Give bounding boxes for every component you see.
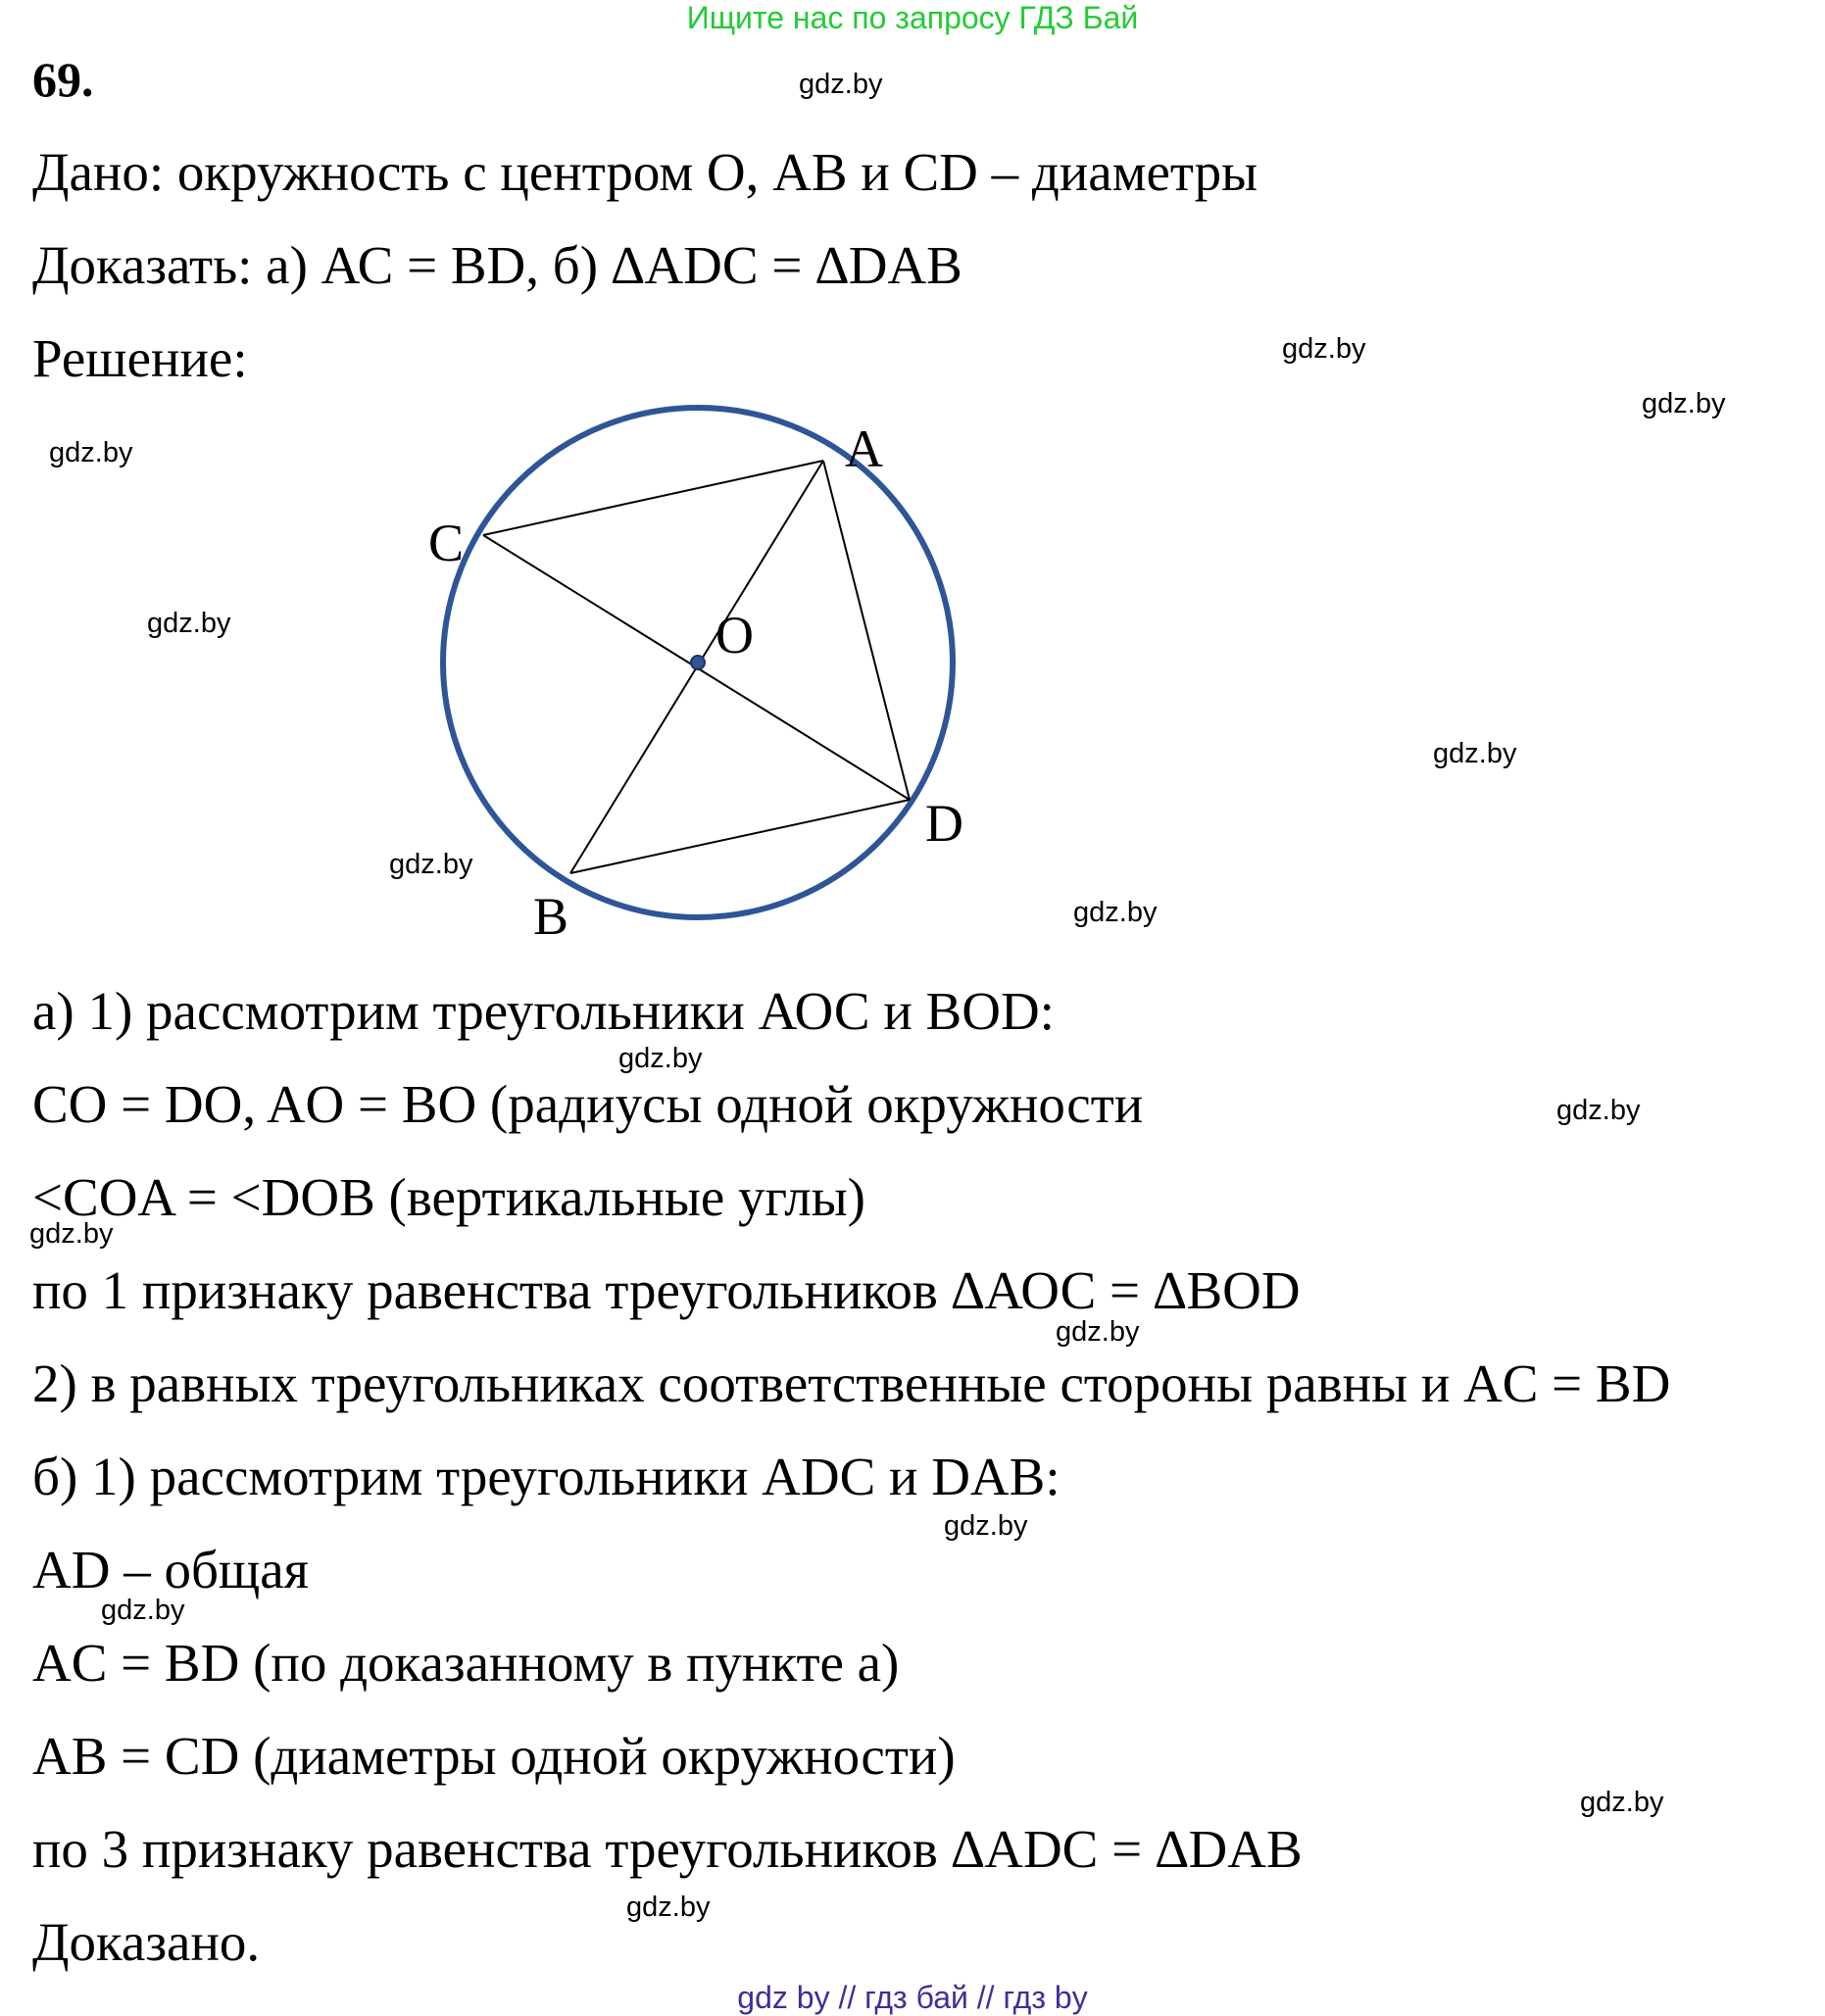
watermark: gdz.by xyxy=(1073,897,1158,928)
step-b1: б) 1) рассмотрим треугольники ADC и DAB: xyxy=(32,1447,1060,1506)
watermark: gdz.by xyxy=(1580,1787,1664,1818)
watermark: gdz.by xyxy=(49,437,133,468)
watermark: gdz.by xyxy=(1282,333,1366,365)
step-a2: 2) в равных треугольниках соответственные стороны равны и AC = BD xyxy=(32,1353,1671,1413)
angles-statement: <COA = <DOB (вертикальные углы) xyxy=(32,1167,865,1227)
watermark: gdz.by xyxy=(389,849,473,880)
circle-diagram xyxy=(392,392,1098,941)
criterion-1-statement: по 1 признаку равенства треугольников ∆АОС = ∆BOD xyxy=(32,1260,1301,1320)
label-a: A xyxy=(845,419,883,478)
watermark: gdz.by xyxy=(1556,1095,1641,1126)
watermark: gdz.by xyxy=(1642,388,1726,419)
center-point xyxy=(691,656,705,669)
watermark: gdz.by xyxy=(1433,738,1517,769)
chord-ad xyxy=(823,461,910,800)
step-a1: а) 1) рассмотрим треугольники АОС и BOD: xyxy=(32,981,1055,1041)
label-b: B xyxy=(533,887,569,941)
radii-statement: CO = DO, AO = BO (радиусы одной окружности xyxy=(32,1074,1144,1134)
watermark: gdz.by xyxy=(944,1510,1028,1542)
chord-ca xyxy=(483,461,823,535)
solution-label: Решение: xyxy=(32,328,248,388)
proved-text: Доказано. xyxy=(32,1912,261,1972)
prove-text: Доказать: а) АС = BD, б) ∆ADC = ∆DAB xyxy=(32,235,962,295)
criterion-3-statement: по 3 признаку равенства треугольников ∆ADC = ∆DAB xyxy=(32,1819,1303,1879)
label-o: O xyxy=(715,606,754,664)
watermark: gdz.by xyxy=(147,608,231,639)
ac-bd-statement: AC = BD (по доказанному в пункте а) xyxy=(32,1633,900,1693)
watermark: gdz.by xyxy=(618,1043,703,1074)
watermark: gdz.by xyxy=(101,1595,185,1626)
footer-links: gdz by // гдз бай // гдз by xyxy=(737,1980,1088,2015)
watermark: gdz.by xyxy=(626,1892,711,1923)
ab-cd-statement: AB = CD (диаметры одной окружности) xyxy=(32,1726,956,1786)
search-banner: Ищите нас по запросу ГДЗ Бай xyxy=(686,0,1139,35)
label-c: C xyxy=(428,514,465,572)
common-side-statement: AD – общая xyxy=(32,1540,309,1599)
problem-number: 69. xyxy=(32,52,94,107)
watermark: gdz.by xyxy=(1056,1316,1140,1348)
watermark: gdz.by xyxy=(29,1218,114,1250)
watermark: gdz.by xyxy=(799,69,883,100)
label-d: D xyxy=(925,794,963,853)
given-text: Дано: окружность с центром О, АВ и CD – диаметры xyxy=(32,142,1258,202)
